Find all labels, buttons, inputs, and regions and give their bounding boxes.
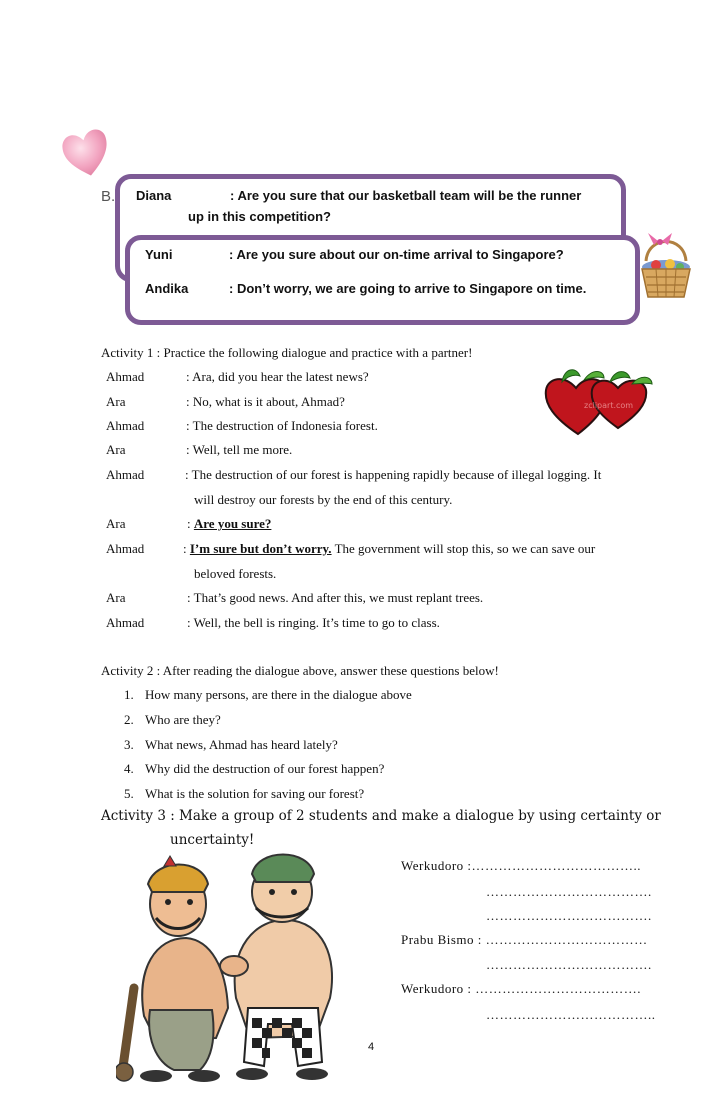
gift-basket-icon [636, 231, 696, 303]
worksheet-line-2[interactable]: ………………………………. [486, 884, 652, 899]
worksheet-line-5[interactable]: ………………………………. [486, 957, 652, 972]
worksheet-line-1[interactable]: Werkudoro :……………………………….. [401, 858, 642, 873]
a1-speaker-6: Ara [106, 516, 126, 531]
box2-speaker-2: Andika [145, 281, 189, 296]
a1-speaker-3: Ahmad [106, 418, 145, 433]
a1-text-8: : That’s good news. And after this, we must replant trees. [187, 590, 484, 605]
red-hearts-icon [540, 362, 658, 438]
a1-speaker-7: Ahmad [106, 541, 145, 556]
a1-text-5: : The destruction of our forest is happening rapidly because of illegal logging. It [185, 467, 602, 482]
a1-speaker-1: Ahmad [106, 369, 145, 384]
a1-text-7: : I’m sure but don’t worry. The government will stop this, so we can save our [183, 541, 596, 556]
page-number: 4 [368, 1041, 375, 1053]
box2-text-2: : Don’t worry, we are going to arrive to Singapore on time. [229, 281, 587, 296]
worksheet-line-7[interactable]: ……………………………….. [486, 1007, 656, 1022]
a1-text-5-cont: will destroy our forests by the end of this century. [194, 492, 453, 507]
box2-speaker-1: Yuni [145, 247, 173, 262]
a1-speaker-5: Ahmad [106, 467, 145, 482]
a1-text-2: : No, what is it about, Ahmad? [186, 394, 345, 409]
a1-text-1: : Ara, did you hear the latest news? [186, 369, 369, 384]
section-marker: B. [101, 188, 116, 205]
question-1: How many persons, are there in the dialogue above [145, 687, 412, 702]
wayang-characters-illustration [116, 848, 386, 1084]
worksheet-line-4[interactable]: Prabu Bismo : ……………………………… [401, 932, 648, 947]
a1-text-9: : Well, the bell is ringing. It’s time to go to class. [187, 615, 440, 630]
question-4: Why did the destruction of our forest happen? [145, 761, 385, 776]
activity3-line2: uncertainty! [170, 832, 255, 848]
box2-text-1: : Are you sure about our on-time arrival to Singapore? [229, 247, 564, 262]
q-number-3: 3. [124, 737, 134, 752]
a1-text-6: : Are you sure? [187, 516, 272, 531]
q-number-2: 2. [124, 712, 134, 727]
activity3-line1: Activity 3 : Make a group of 2 students and make a dialogue by using certainty or [101, 808, 661, 824]
activity2-title: Activity 2 : After reading the dialogue above, answer these questions below! [101, 663, 499, 678]
a1-speaker-9: Ahmad [106, 615, 145, 630]
q-number-1: 1. [124, 687, 134, 702]
question-3: What news, Ahmad has heard lately? [145, 737, 338, 752]
clipart-watermark: zclipart.com [584, 401, 634, 410]
q-number-5: 5. [124, 786, 134, 801]
pink-heart-icon [60, 126, 112, 180]
a1-speaker-2: Ara [106, 394, 126, 409]
worksheet-line-3[interactable]: ………………………………. [486, 908, 652, 923]
a1-text-4: : Well, tell me more. [186, 442, 293, 457]
question-5: What is the solution for saving our forest? [145, 786, 365, 801]
im-sure-emphasis: I’m sure but don’t worry. [189, 541, 332, 556]
box1-line1: : Are you sure that our basketball team will be the runner [230, 188, 582, 203]
a1-text-7-cont: beloved forests. [194, 566, 277, 581]
a1-speaker-8: Ara [106, 590, 126, 605]
are-you-sure-emphasis: Are you sure? [193, 516, 272, 531]
box1-speaker: Diana [136, 188, 172, 203]
question-2: Who are they? [145, 712, 221, 727]
worksheet-line-6[interactable]: Werkudoro : ………………………………. [401, 981, 642, 996]
activity1-title: Activity 1 : Practice the following dialogue and practice with a partner! [101, 345, 473, 360]
q-number-4: 4. [124, 761, 134, 776]
a1-speaker-4: Ara [106, 442, 126, 457]
box1-line2: up in this competition? [188, 209, 331, 224]
a1-text-3: : The destruction of Indonesia forest. [186, 418, 378, 433]
